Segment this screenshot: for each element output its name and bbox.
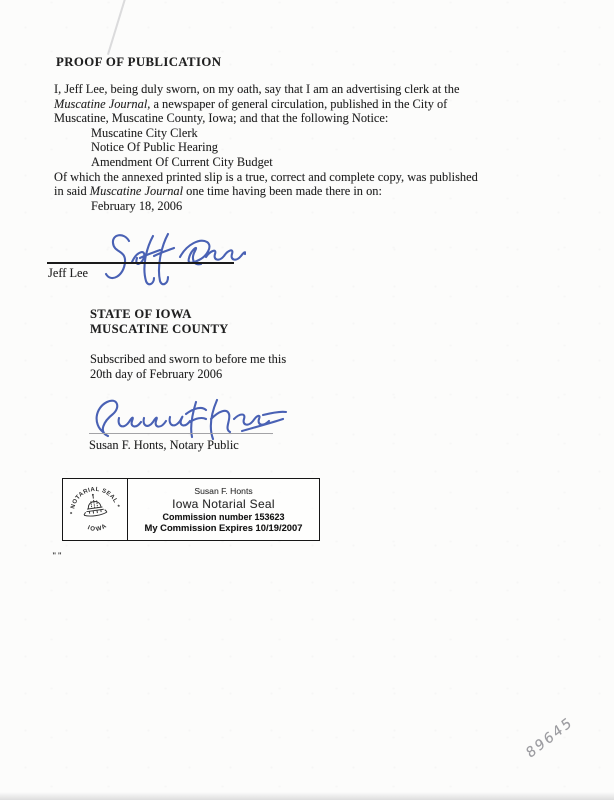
journal-name: Muscatine Journal (89, 184, 184, 199)
affidavit-text: one time having been made there in on: (183, 184, 382, 199)
state-line: STATE OF IOWA (90, 307, 192, 321)
journal-name: Muscatine Journal (54, 96, 148, 111)
document-title: PROOF OF PUBLICATION (56, 55, 222, 69)
affidavit-text: in said (54, 184, 90, 199)
scan-edge-shadow (0, 792, 614, 800)
seal-text-cell (128, 479, 319, 540)
seal-expiration: My Commission Expires 10/19/2007 (144, 521, 303, 533)
affidavit-paragraph (54, 82, 554, 213)
seal-ring-bottom-text: IOWA (86, 521, 109, 533)
seal-ring-top-text: * NOTARIAL SEAL * (70, 486, 121, 514)
notice-item: Notice Of Public Hearing (91, 140, 218, 155)
signer-signature-ink (96, 229, 246, 291)
affidavit-line: Of which the annexed printed slip is a true, correct and complete copy, was published (54, 169, 478, 184)
affidavit-line: I, Jeff Lee, being duly sworn, on my oath, say that I am an advertising clerk at the (54, 82, 460, 96)
county-line: MUSCATINE COUNTY (90, 322, 229, 336)
seal-notary-name: Susan F. Honts (194, 486, 253, 497)
seal-title: Iowa Notarial Seal (172, 496, 275, 511)
affidavit-text: , a newspaper of general circulation, published in the City of (147, 96, 448, 111)
affidavit-line (54, 97, 554, 112)
notary-printed-name: Susan F. Honts, Notary Public (89, 438, 239, 452)
signer-printed-name: Jeff Lee (48, 266, 89, 280)
notary-signature-ink (86, 390, 288, 444)
sworn-statement-line1: Subscribed and sworn to before me this (90, 352, 287, 366)
notary-signature-line (89, 433, 273, 434)
notice-item: Muscatine City Clerk (91, 125, 198, 140)
svg-text:IOWA (86, 521, 110, 534)
affidavit-line (54, 184, 554, 199)
publication-date: February 18, 2006 (91, 198, 183, 213)
scan-artifact-line (107, 0, 127, 55)
seal-commission-number: Commission number 153623 (162, 511, 285, 522)
notice-item: Amendment Of Current City Budget (91, 154, 273, 169)
stray-quote-mark: "" (52, 551, 63, 560)
capitol-dome-icon (81, 492, 107, 517)
sworn-statement-line2: 20th day of February 2006 (90, 367, 223, 381)
signature-line (47, 262, 234, 264)
handwritten-number: 89645 (524, 713, 576, 762)
seal-emblem-cell (63, 479, 128, 540)
notary-seal-box (62, 478, 320, 541)
notarial-seal-icon (66, 481, 124, 539)
affidavit-line: Muscatine, Muscatine County, Iowa; and that the following Notice: (54, 111, 389, 126)
